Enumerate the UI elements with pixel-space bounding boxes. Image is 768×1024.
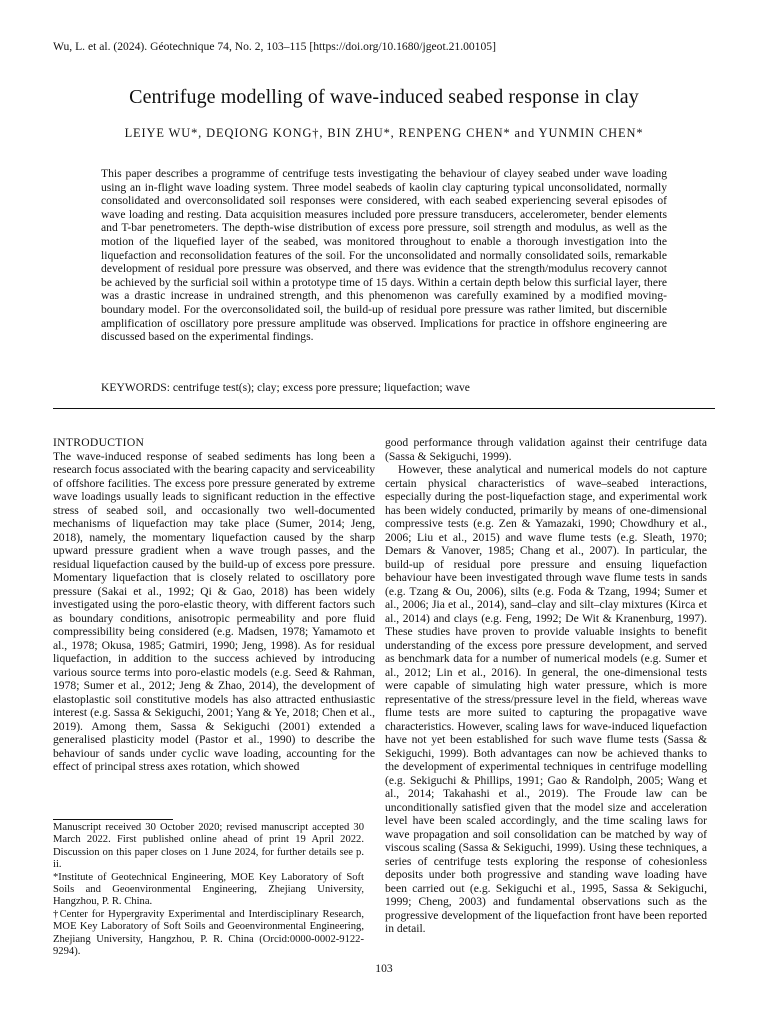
section-divider [53,408,715,409]
section-heading: INTRODUCTION [53,436,145,449]
body-paragraph: However, these analytical and numerical models do not capture certain physical characteristics of wave–seabed interactions, especially during the post-liquefaction stage, and experimental work has been widely conducted, primarily by means of one-dimensional compressive tests (e.g. Zen & Yamazaki, 1990; Chowdhury et al., 2006; Liu et al., 2015) and wave flume tests (e.g. Sleath, 1970; Demars & Vanover, 1985; Chang et al., 2007). In particular, the build-up of residual pore pressure and ensuing liquefaction behaviour have been investigated through wave flume tests in sands (e.g. Tzang & Ou, 2006), silts (e.g. Foda & Tzang, 1994; Sumer et al., 2006; Jia et al., 2014), sand–clay and silt–clay mixtures (Kirca et al., 2014) and clays (e.g. Feng, 1992; De Wit & Kranenburg, 1997). These studies have proven to provide valuable insights to benefit understanding of the excess pore pressure development, and served as benchmark data for a number of numerical models (e.g. Sumer et al., 2012; Lin et al., 2016). In general, the one-dimensional tests were capable of simulating high water pressure, which is more representative of the stress/pressure level in the field, whereas wave flume tests are more suited to capturing the propagative wave characteristics. However, scaling laws for wave-induced liquefaction have not yet been established for such wave flume tests (Sassa & Sekiguchi, 1999). Both advantages can now be achieved thanks to the development of experimental techniques in centrifuge modelling (e.g. Sekiguchi & Phillips, 1991; Gao & Randolph, 2005; Wang et al., 2014; Takahashi et al., 2019). The Froude law can be unconditionally satisfied given that the model size and acceleration level have been scaled accordingly, and the time scaling laws for wave propagation and soil consolidation can be matched by way of viscous scaling (Sassa & Sekiguchi, 1999). Using these techniques, a series of centrifuge tests exploring the response of cohesionless deposits under both progressive and standing wave loading have been carried out (e.g. Sekiguchi et al., 1995, Sassa & Sekiguchi, 1999; Cheng, 2003) and fundamental observations such as the progressive development of the liquefaction front have been reported in detail. [385,463,707,935]
citation-line: Wu, L. et al. (2024). Géotechnique 74, No. 2, 103–115 [https://doi.org/10.1680/jgeot.21.00105] [53,40,496,53]
left-column [53,436,375,774]
author-list: LEIYE WU*, DEQIONG KONG†, BIN ZHU*, RENPENG CHEN* and YUNMIN CHEN* [124,126,644,140]
keywords: KEYWORDS: centrifuge test(s); clay; excess pore pressure; liquefaction; wave [101,381,470,394]
footnote-affiliation: *Institute of Geotechnical Engineering, MOE Key Laboratory of Soft Soils and Geoenvironmental Engineering, Zhejiang University, Hangzhou, P. R. China. [53,871,364,908]
article-title: Centrifuge modelling of wave-induced seabed response in clay [129,86,639,108]
abstract: This paper describes a programme of centrifuge tests investigating the behaviour of clayey seabed under wave loading using an in-flight wave loading system. Three model seabeds of kaolin clay capturing typical unconsolidated, normally consolidated and overconsolidated soil responses were considered, with each seabed experiencing several episodes of wave loading and resting. Data acquisition measures included pore pressure transducers, accelerometer, bender elements and T-bar penetrometers. The depth-wise distribution of excess pore pressure, soil strength and modulus, as well as the motion of the liquefied layer of the seabed, was monitored throughout to enable a thorough investigation into the liquefaction and reconsolidation features of the soil. For the unconsolidated and normally consolidated soils, remarkable development of residual pore pressure was observed, and there was evidence that the strength/modulus recovery cannot be achieved by the surficial soil within a prototype time of 15 days. Within a certain depth below this surficial layer, there was a drastic increase in undrained strength, and this phenomenon was carefully examined by a modified moving-boundary model. For the overconsolidated soil, the build-up of residual pore pressure was rather limited, but discernible amplification of oscillatory pore pressure amplitude was observed. Implications for practice in offshore engineering are discussed based on the experimental findings. [101,167,667,344]
right-column [385,436,707,936]
body-paragraph: good performance through validation against their centrifuge data (Sassa & Sekiguchi, 1999). [385,436,707,463]
footnotes [53,822,364,958]
footnote-divider [53,819,173,820]
footnote-affiliation: †Center for Hypergravity Experimental and Interdisciplinary Research, MOE Key Laboratory of Soft Soils and Geoenvironmental Engineering, Zhejiang University, Hangzhou, P. R. China (Orcid:0000-0002-9122-9294). [53,908,364,958]
body-paragraph: The wave-induced response of seabed sediments has long been a research focus associated with the bearing capacity and serviceability of offshore facilities. The excess pore pressure generated by extreme wave loadings usually leads to significant reduction in the effective stress of seabed soil, and occasionally two well-documented mechanisms of liquefaction may take place (Sumer, 2014; Jeng, 2018), namely, the momentary liquefaction caused by the sharp upward pressure gradient when a wave trough passes, and the residual liquefaction caused by the build-up of excess pore pressure. Momentary liquefaction that is closely related to oscillatory pore pressure (Sakai et al., 1992; Qi & Gao, 2018) has been widely investigated using the poro-elastic theory, with different factors such as boundary conditions, anisotropic permeability and pore fluid compressibility being considered (e.g. Madsen, 1978; Yamamoto et al., 1978; Okusa, 1985; Gatmiri, 1990; Jeng, 1998). As for residual liquefaction, in addition to the success achieved by introducing various source terms into poro-elastic models (e.g. Seed & Rahman, 1978; Sumer et al., 2012; Jeng & Zhao, 2014), the development of elastoplastic soil constitutive models has also attracted enthusiastic interest (e.g. Sassa & Sekiguchi, 2001; Yang & Ye, 2018; Chen et al., 2019). Among them, Sassa & Sekiguchi (2001) extended a generalised plasticity model (Pastor et al., 1990) to describe the behaviour of sands under cyclic wave loading, accounting for the effect of principal stress axes rotation, which showed [53,449,375,773]
page-number: 103 [375,962,393,975]
footnote-received: Manuscript received 30 October 2020; revised manuscript accepted 30 March 2022. First published online ahead of print 19 April 2022. Discussion on this paper closes on 1 June 2024, for further details see p. ii. [53,822,364,871]
